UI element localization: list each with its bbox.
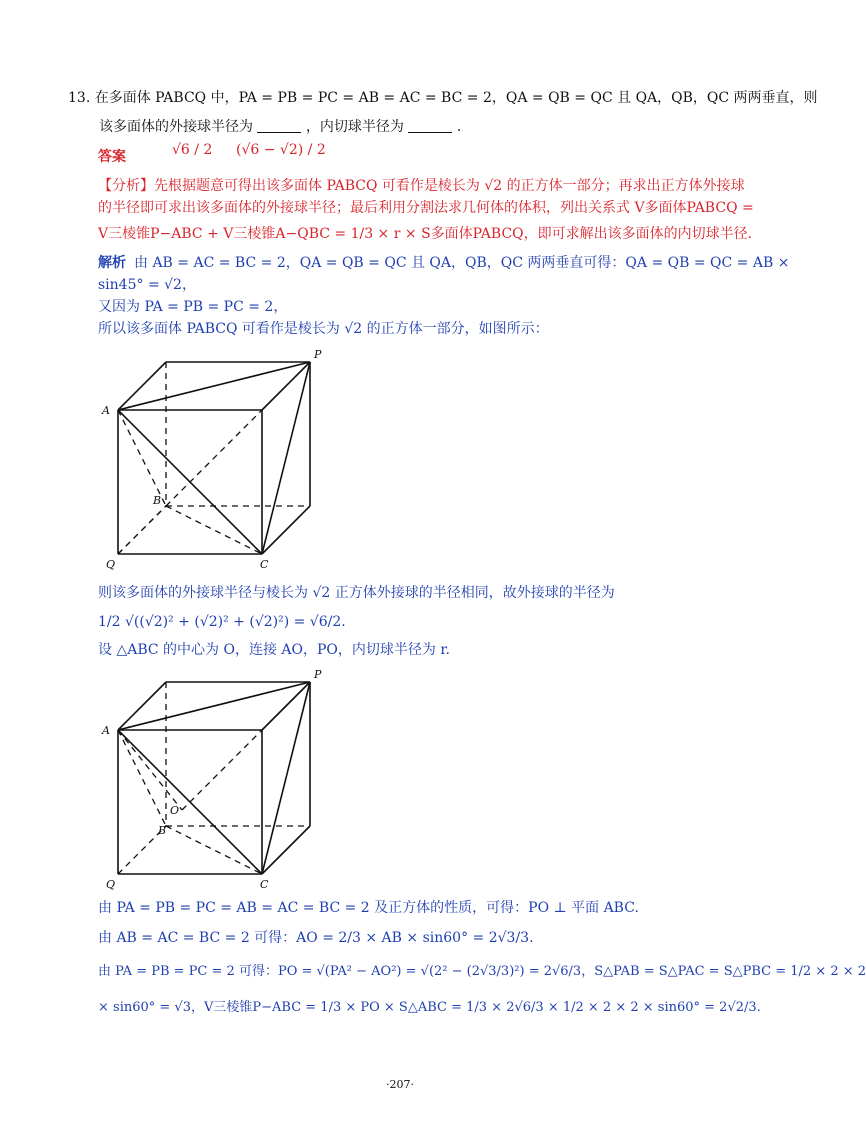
analysis-line-1: [98, 176, 745, 196]
vertex-label-b: B: [158, 824, 167, 837]
analysis-line-2: 的半径即可求出该多面体的外接球半径；最后利用分割法求几何体的体积，列出关系式 V多面体PABCQ =: [98, 200, 754, 216]
center-label-o: O: [170, 804, 180, 817]
problem-text-2a: 该多面体的外接球半径为: [99, 119, 253, 135]
vertex-label-p: P: [314, 348, 322, 361]
analysis-text-1: 先根据题意可得出该多面体 PABCQ 可看作是棱长为 √2 的正方体一部分；再求出正方体外接球: [154, 178, 745, 194]
vertex-label-q: Q: [106, 878, 116, 891]
vertex-label-p: P: [314, 668, 322, 681]
problem-text-1: 在多面体 PABCQ 中，PA = PB = PC = AB = AC = BC = 2，QA = QB = QC 且 QA，QB，QC 两两垂直，则: [94, 90, 818, 106]
solution-line-10: [98, 962, 866, 982]
answer-label: 答案: [98, 149, 126, 165]
solution-label: 解析: [98, 255, 126, 271]
vertex-label-c: C: [260, 558, 269, 571]
problem-text-2c: .: [456, 119, 462, 135]
solution-line-5: 则该多面体的外接球半径与棱长为 √2 正方体外接球的半径相同，故外接球的半径为: [98, 585, 615, 601]
solution-line-7: 设 △ABC 的中心为 O，连接 AO，PO，内切球半径为 r.: [98, 642, 450, 658]
answer-blank-2[interactable]: [408, 118, 452, 133]
cube-figure-2: [96, 664, 336, 896]
analysis-line-3: V三棱锥P−ABC + V三棱锥A−QBC = 1/3 × r × S多面体PABCQ，即可求解出该多面体的内切球半径.: [98, 226, 753, 242]
solution-line-1: [98, 253, 789, 273]
problem-number: 13.: [68, 90, 91, 106]
vertex-label-a: A: [102, 724, 110, 737]
vertex-label-c: C: [260, 878, 269, 891]
answer-value-1: √6 / 2: [172, 142, 213, 158]
solution-line-9: 由 AB = AC = BC = 2 可得：AO = 2/3 × AB × sin60° = 2√3/3.: [98, 930, 534, 946]
solution-line-4: 所以该多面体 PABCQ 可看作是棱长为 √2 的正方体一部分，如图所示：: [98, 321, 549, 337]
analysis-tag: 【分析】: [98, 178, 154, 194]
problem-line-1: [68, 88, 818, 108]
solution-line-11: × sin60° = √3，V三棱锥P−ABC = 1/3 × PO × S△ABC = 1/3 × 2√6/3 × 1/2 × 2 × 2 × sin60° = 2√2/3.: [98, 1000, 761, 1015]
solution-line-8: 由 PA = PB = PC = AB = AC = BC = 2 及正方体的性质，可得：PO ⊥ 平面 ABC.: [98, 900, 639, 916]
vertex-label-a: A: [102, 404, 110, 417]
solution-line-2: sin45° = √2，: [98, 277, 196, 293]
solution-line-6: 1/2 √((√2)² + (√2)² + (√2)²) = √6/2.: [98, 614, 346, 630]
cube-figure-1: [96, 344, 336, 576]
solution-text-10a: 由 PA = PB = PC = 2 可得：PO = √(PA² − AO²) = √(2² − (2√3/3)²) = 2√6/3: [98, 964, 582, 979]
solution-line-3: 又因为 PA = PB = PC = 2，: [98, 299, 288, 315]
solution-text-10b: ，S△PAB = S△PAC = S△PBC = 1/2 × 2 × 2: [581, 964, 866, 979]
solution-text-1: 由 AB = AC = BC = 2，QA = QB = QC 且 QA，QB，QC 两两垂直可得：QA = QB = QC = AB ×: [134, 255, 790, 271]
answer-blank-1[interactable]: [257, 118, 301, 133]
answer-value-2: (√6 − √2) / 2: [236, 142, 326, 158]
problem-text-2b: ，内切球半径为: [305, 119, 404, 135]
vertex-label-b: B: [153, 494, 162, 507]
vertex-label-q: Q: [106, 558, 116, 571]
problem-line-2: [99, 117, 461, 137]
page-number: ·207·: [386, 1078, 414, 1091]
